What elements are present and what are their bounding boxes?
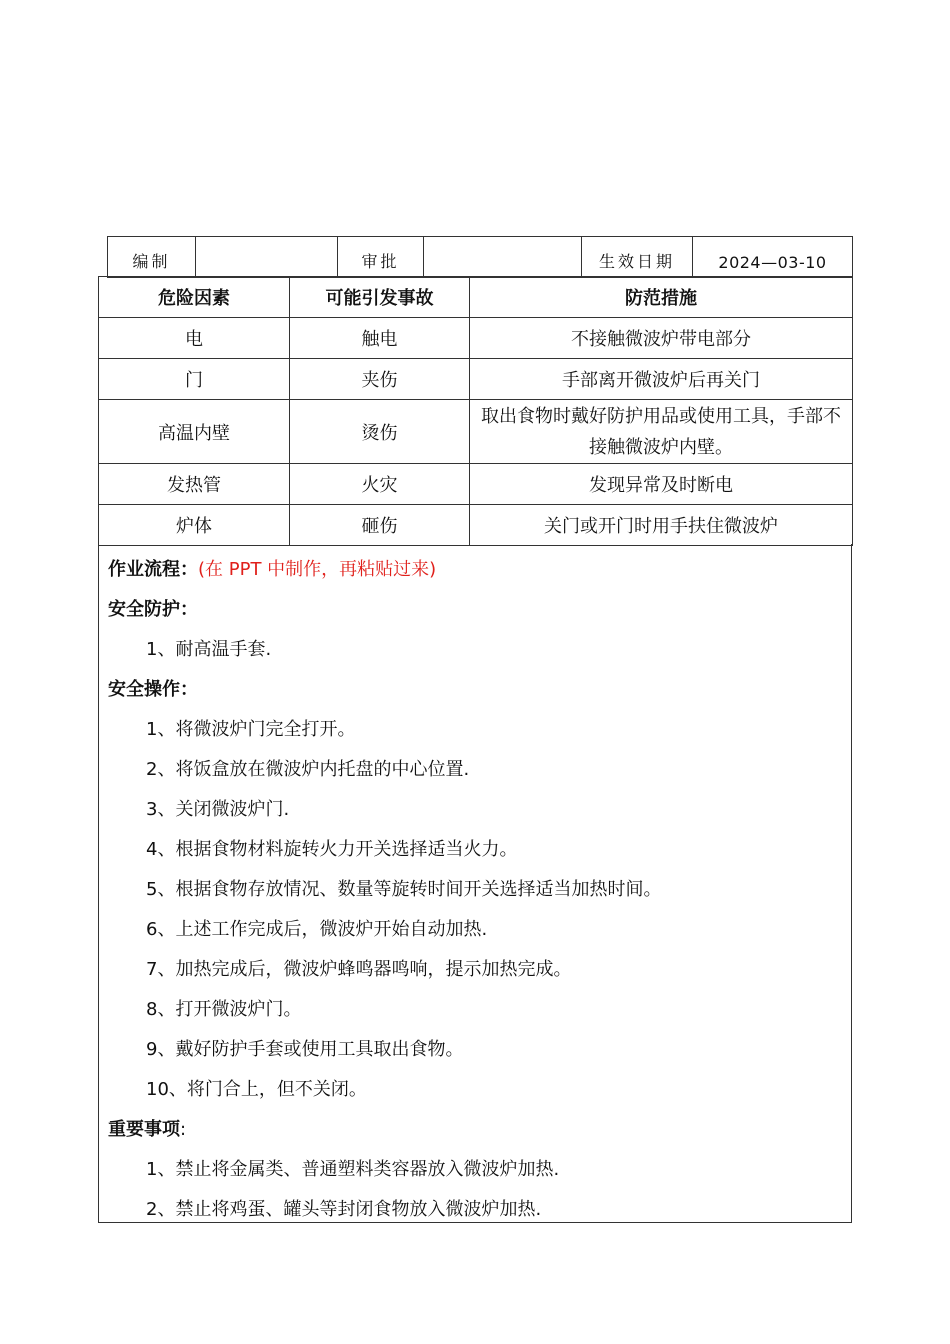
list-item: 3、关闭微波炉门. [146,799,290,820]
header-table [107,236,853,278]
list-item: 1、耐高温手套. [146,639,272,660]
table-row [99,318,853,359]
accident-cell: 夹伤 [290,359,470,400]
approve-value-cell [424,237,582,278]
list-item: 10、将门合上，但不关闭。 [146,1079,367,1100]
effective-label: 生效日期 [598,252,675,271]
compile-label: 编制 [132,252,171,271]
list-item: 2、将饭盒放在微波炉内托盘的中心位置. [146,759,470,780]
approve-label-cell [338,237,424,278]
measure-cell: 发现异常及时断电 [470,464,853,505]
hazard-cell: 炉体 [99,505,290,546]
safety-protection-label: 安全防护： [108,599,198,620]
table-row [99,400,853,464]
approve-label: 审批 [361,252,400,271]
accident-cell: 砸伤 [290,505,470,546]
workflow-note: (在 PPT 中制作，再粘贴过来) [198,559,437,580]
hazard-cell: 高温内壁 [99,400,290,464]
procedure-section [98,544,852,1223]
table-row [99,359,853,400]
measure-cell: 取出食物时戴好防护用品或使用工具，手部不接触微波炉内壁。 [470,400,853,464]
important-line [108,1118,186,1142]
risk-table-header-row [99,277,853,318]
measure-cell: 关门或开门时用手扶住微波炉 [470,505,853,546]
list-item: 1、将微波炉门完全打开。 [146,719,356,740]
workflow-line [108,558,436,582]
effective-date: 2024—03-10 [718,253,827,272]
compile-value-cell [196,237,338,278]
list-item: 9、戴好防护手套或使用工具取出食物。 [146,1039,464,1060]
list-item: 5、根据食物存放情况、数量等旋转时间开关选择适当加热时间。 [146,879,662,900]
list-item: 8、打开微波炉门。 [146,999,302,1020]
accident-cell: 触电 [290,318,470,359]
effective-label-cell [582,237,693,278]
column-header-measure: 防范措施 [470,277,853,318]
list-item: 1、禁止将金属类、普通塑料类容器放入微波炉加热. [146,1159,560,1180]
column-header-accident: 可能引发事故 [290,277,470,318]
workflow-label: 作业流程： [108,559,198,580]
list-item: 7、加热完成后，微波炉蜂鸣器鸣响，提示加热完成。 [146,959,572,980]
effective-date-cell [693,237,853,278]
list-item: 2、禁止将鸡蛋、罐头等封闭食物放入微波炉加热. [146,1199,542,1220]
table-row [99,505,853,546]
compile-label-cell [108,237,196,278]
measure-cell: 手部离开微波炉后再关门 [470,359,853,400]
measure-cell: 不接触微波炉带电部分 [470,318,853,359]
hazard-cell: 电 [99,318,290,359]
column-header-hazard: 危险因素 [99,277,290,318]
important-colon: : [180,1119,187,1140]
safety-operation-label: 安全操作： [108,679,198,700]
accident-cell: 烫伤 [290,400,470,464]
hazard-cell: 发热管 [99,464,290,505]
risk-table [98,276,853,546]
list-item: 6、上述工作完成后，微波炉开始自动加热. [146,919,488,940]
hazard-cell: 门 [99,359,290,400]
table-row [99,464,853,505]
accident-cell: 火灾 [290,464,470,505]
important-label: 重要事项 [108,1119,180,1140]
list-item: 4、根据食物材料旋转火力开关选择适当火力。 [146,839,518,860]
